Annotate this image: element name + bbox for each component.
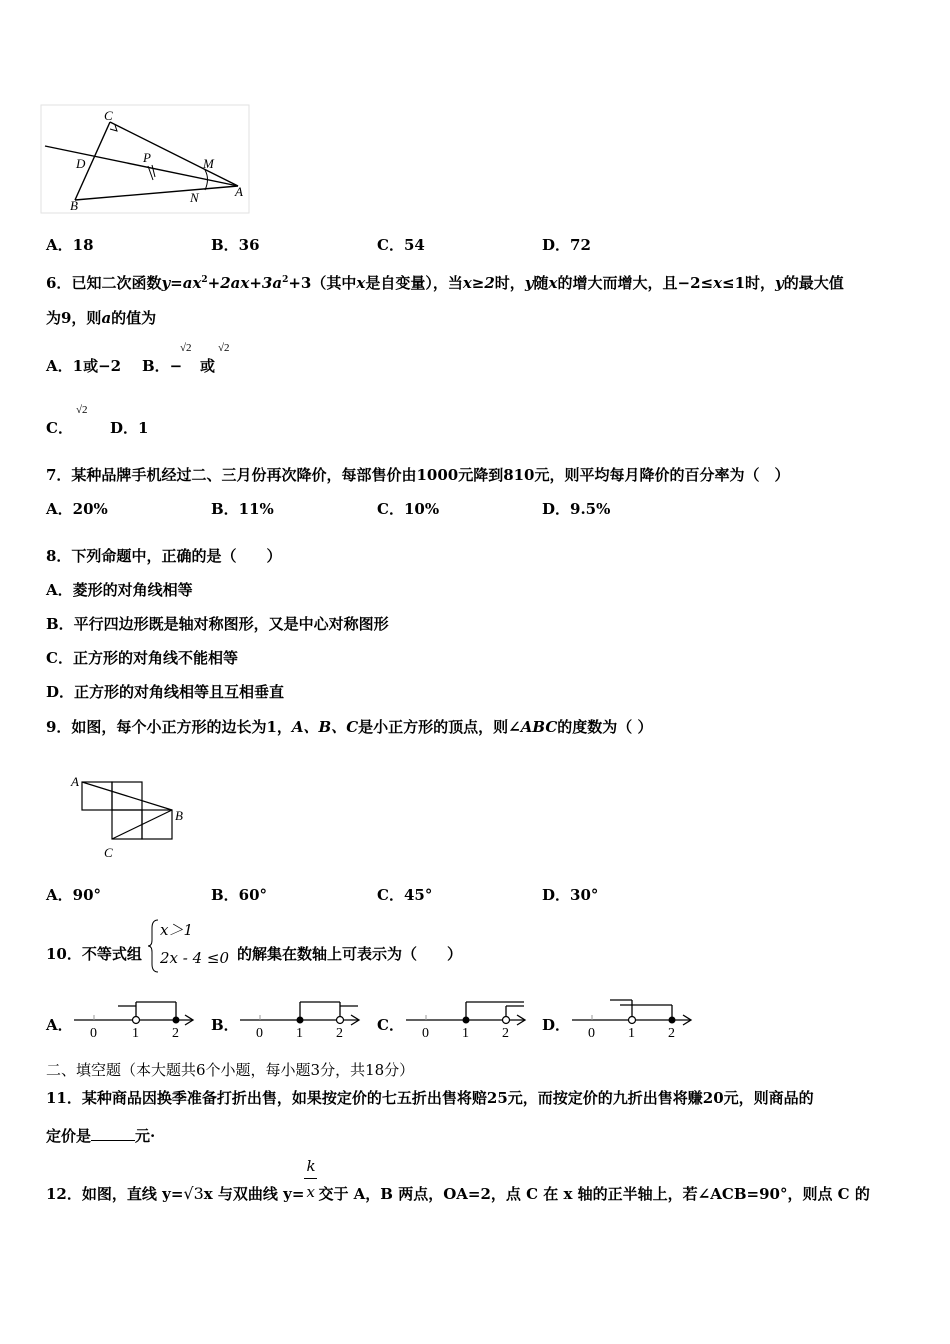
q6-fn: +3: [288, 274, 312, 292]
q6-var: x≥2: [462, 274, 495, 292]
q6-var: x: [713, 274, 723, 292]
label-c: C: [104, 845, 113, 860]
label-c: C: [104, 108, 113, 123]
q6-fn: y=ax: [161, 274, 202, 292]
q9-option-b[interactable]: B．60°: [211, 886, 268, 904]
q6-sup: 2: [282, 275, 289, 285]
tick-label: 2: [502, 1026, 509, 1040]
q6-option-a[interactable]: A．1或−2: [46, 357, 122, 375]
q10-option-a-label[interactable]: A．: [46, 1016, 73, 1034]
q9-text: 的度数为（ ）: [557, 718, 653, 736]
q6-text: ≤1时，: [722, 274, 776, 292]
q10-stem-tail: 的解集在数轴上可表示为（ ）: [237, 945, 463, 963]
tick-label: 2: [172, 1026, 179, 1040]
q10-inequality-1: x＞1: [160, 921, 194, 939]
q10-option-b-label[interactable]: B．: [211, 1016, 239, 1034]
q5-figure: [40, 104, 252, 216]
tick-label: 0: [422, 1026, 429, 1040]
q10-option-b-numberline[interactable]: [238, 996, 364, 1040]
q10-option-c-numberline[interactable]: [404, 996, 530, 1040]
line-b-a: [75, 186, 238, 200]
q10-number: 10．不等式组: [46, 945, 142, 963]
q6-stem-line1: [46, 270, 844, 293]
tick-label: 1: [628, 1026, 635, 1040]
q12-text: 12．如图，直线 y=: [46, 1185, 184, 1203]
tick-label: 0: [90, 1026, 97, 1040]
q8-stem: 8．下列命题中，正确的是（ ）: [46, 547, 282, 565]
q10-option-a-numberline[interactable]: [72, 996, 198, 1040]
tick-label: 2: [336, 1026, 343, 1040]
q9-grid-figure: [62, 772, 192, 862]
q12-text: 交于 A，B 两点，OA=2，点 C 在 x 轴的正半轴上，若∠ACB=90°，则点 C 的: [318, 1185, 870, 1203]
q12-text: x 与双曲线 y=: [203, 1185, 305, 1203]
tick-label: 1: [296, 1026, 303, 1040]
q6-text: 时，: [494, 274, 525, 292]
label-m: M: [203, 156, 214, 171]
q6-var: a: [101, 309, 112, 327]
q6-text: 为9，则: [46, 309, 102, 327]
q6-fn: +2ax+3a: [207, 274, 283, 292]
q11-text: 元·: [135, 1127, 156, 1145]
q9-angle: ABC: [520, 718, 558, 736]
q6-text: （其中: [311, 274, 357, 292]
q11-blank[interactable]: [91, 1126, 135, 1141]
segment-ab: [82, 782, 172, 810]
q6-option-b[interactable]: B．−: [142, 357, 183, 375]
q5-option-b[interactable]: B．36: [211, 236, 260, 254]
q6-sqrt-c: √2: [76, 404, 88, 416]
grid-lines: [82, 782, 172, 839]
q6-sqrt-b1: √2: [180, 342, 192, 354]
q7-option-c[interactable]: C．10%: [377, 500, 440, 518]
label-b: B: [175, 808, 183, 823]
q6-text: 的最大值: [783, 274, 844, 292]
label-a: A: [235, 184, 243, 199]
q6-text: 的增大而增大，且−2≤: [557, 274, 714, 292]
q8-option-c[interactable]: C．正方形的对角线不能相等: [46, 649, 238, 667]
q6-sqrt-b2: √2: [218, 342, 230, 354]
q6-sup: 2: [201, 275, 208, 285]
line-c-a: [110, 122, 238, 186]
label-n: N: [190, 190, 199, 205]
q9-option-c[interactable]: C．45°: [377, 886, 433, 904]
q12-numerator: k: [306, 1157, 316, 1175]
q9-stem: [46, 717, 653, 737]
q9-option-a[interactable]: A．90°: [46, 886, 102, 904]
q6-stem-line2: [46, 308, 156, 328]
q10-option-c-label[interactable]: C．: [377, 1016, 404, 1034]
q12-fraction: [304, 1157, 318, 1204]
q12-stem: [46, 1157, 870, 1204]
q6-var: y: [524, 274, 534, 292]
q6-var: x: [356, 274, 366, 292]
q6-or: 或: [200, 357, 216, 375]
right-angle-mark: [110, 125, 117, 131]
q7-option-b[interactable]: B．11%: [211, 500, 274, 518]
q9-text: 9．如图，每个小正方形的边长为1，: [46, 718, 292, 736]
q9-option-d[interactable]: D．30°: [542, 886, 599, 904]
q12-sqrt: √3: [183, 1184, 204, 1203]
q6-text: 是自变量），当: [365, 274, 463, 292]
label-p: P: [143, 150, 151, 165]
label-d: D: [76, 156, 86, 171]
brace-icon: [148, 918, 160, 974]
q11-stem-line1: 11．某种商品因换季准备打折出售，如果按定价的七五折出售将赔25元，而按定价的九折出售将赚20元，则商品的: [46, 1089, 814, 1107]
q7-option-d[interactable]: D．9.5%: [542, 500, 611, 518]
q5-option-d[interactable]: D．72: [542, 236, 591, 254]
q6-text: 已知二次函数: [71, 274, 162, 292]
section-heading: 二、填空题（本大题共6个小题，每小题3分，共18分）: [46, 1061, 415, 1079]
q10-option-d-label[interactable]: D．: [542, 1016, 571, 1034]
q6-text: 随: [533, 274, 549, 292]
q6-number: 6．: [46, 274, 72, 292]
q6-var: x: [548, 274, 558, 292]
q9-points: A、B、C: [291, 718, 359, 736]
tick-label: 0: [256, 1026, 263, 1040]
q10-inequality-2: 2x - 4 ≤0: [160, 949, 230, 967]
tick-label: 2: [668, 1026, 675, 1040]
q11-text: 定价是: [46, 1127, 92, 1145]
label-a: A: [71, 774, 79, 789]
label-b: B: [70, 198, 78, 213]
q12-denominator: x: [306, 1183, 315, 1201]
q7-option-a[interactable]: A．20%: [46, 500, 108, 518]
q6-option-c[interactable]: C．: [46, 419, 73, 437]
q9-text: 是小正方形的顶点，则∠: [358, 718, 521, 736]
q8-option-d[interactable]: D．正方形的对角线相等且互相垂直: [46, 683, 285, 701]
q8-option-a[interactable]: A．菱形的对角线相等: [46, 581, 193, 599]
q10-option-d-numberline[interactable]: [570, 996, 696, 1040]
q8-option-b[interactable]: B．平行四边形既是轴对称图形，又是中心对称图形: [46, 615, 389, 633]
tick-label: 1: [462, 1026, 469, 1040]
q6-text: 的值为: [111, 309, 157, 327]
q6-option-d[interactable]: D．1: [110, 419, 149, 437]
q6-var: y: [775, 274, 784, 292]
q7-stem: 7．某种品牌手机经过二、三月份再次降价，每部售价由1000元降到810元，则平均每月降价的百分率为（ ）: [46, 466, 790, 484]
q5-option-c[interactable]: C．54: [377, 236, 425, 254]
tick-label: 0: [588, 1026, 595, 1040]
tick-label: 1: [132, 1026, 139, 1040]
q11-stem-line2: [46, 1126, 155, 1146]
q5-option-a[interactable]: A．18: [46, 236, 94, 254]
